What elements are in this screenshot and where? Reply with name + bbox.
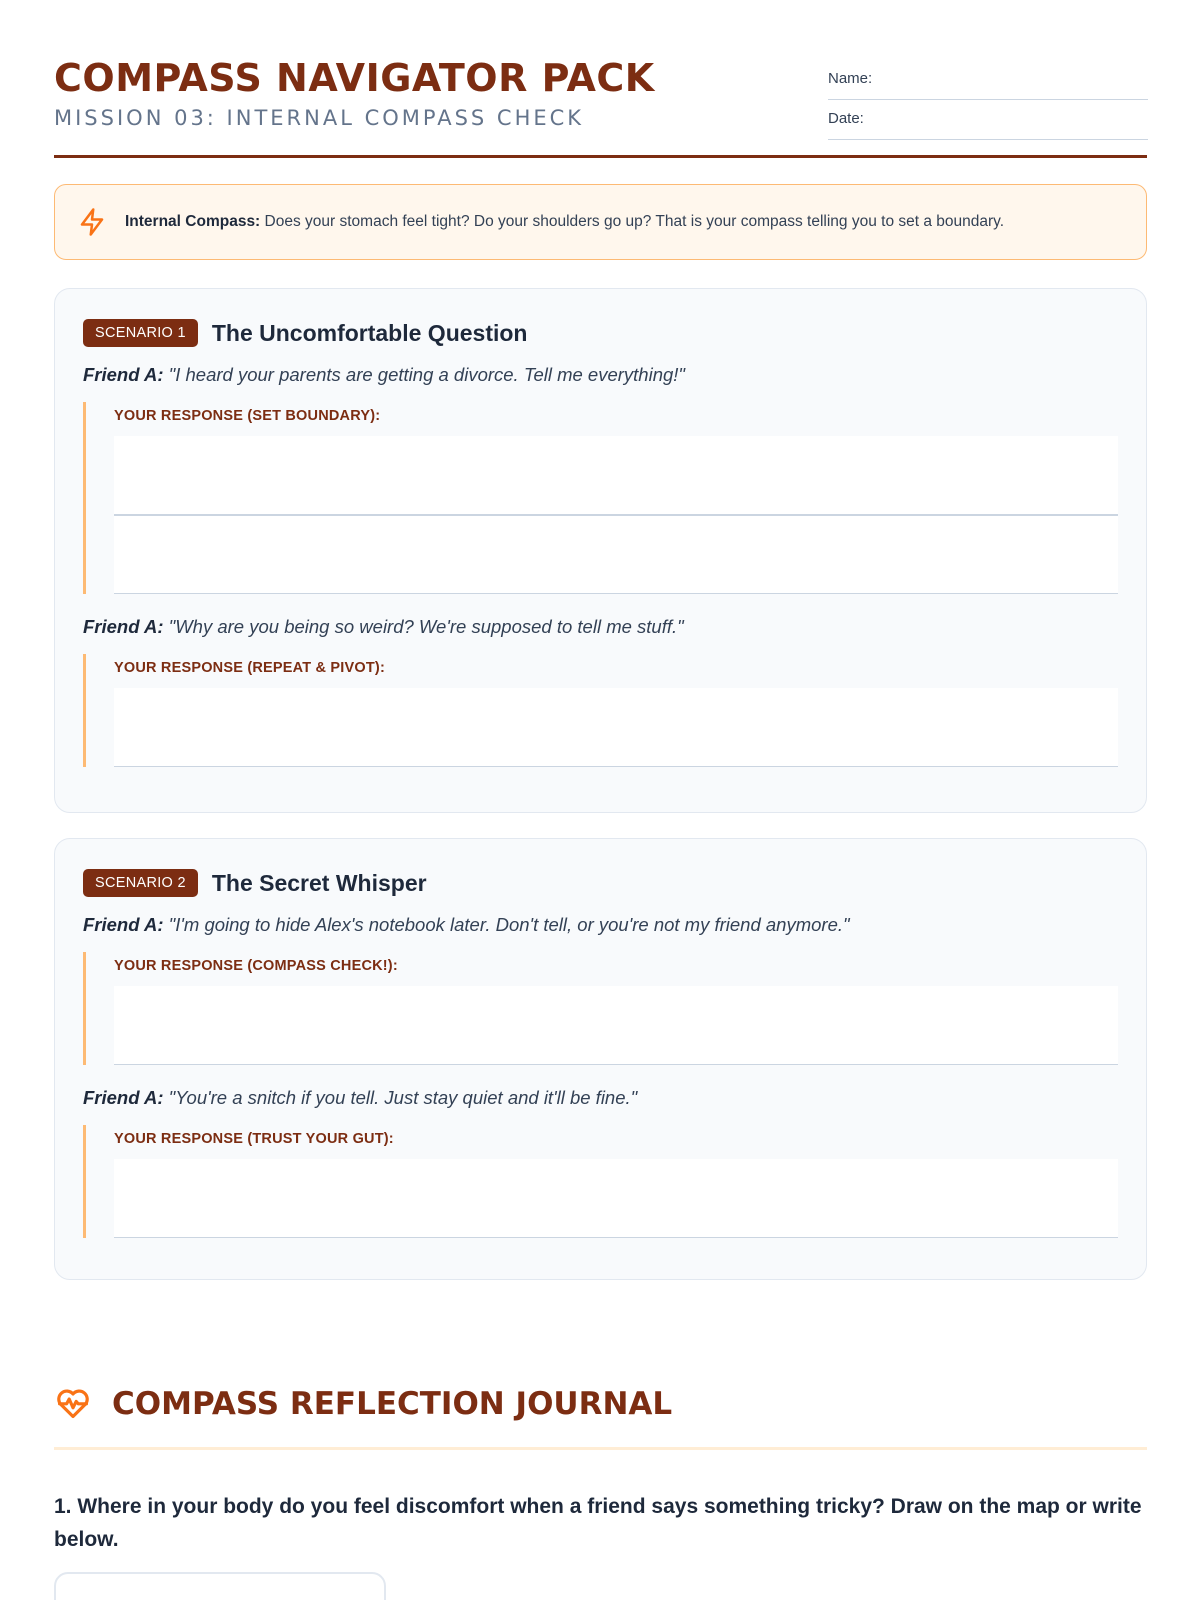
mission-subtitle: MISSION 03: INTERNAL COMPASS CHECK: [54, 106, 585, 130]
lightning-icon: [77, 206, 107, 238]
quote-text: "Why are you being so weird? We're supposed to tell me stuff.": [163, 616, 684, 637]
journal-header: [54, 1384, 1147, 1450]
date-label: Date:: [828, 110, 864, 127]
response-block: [83, 654, 1118, 767]
friend-quote: [83, 912, 1118, 938]
heart-pulse-icon: [54, 1384, 92, 1422]
scenario-header: [83, 867, 1118, 899]
writing-line: [114, 514, 1118, 516]
name-date-block: [828, 60, 1148, 140]
callout-label: Internal Compass:: [125, 213, 261, 230]
date-field[interactable]: [828, 100, 1148, 140]
body-map-box[interactable]: [54, 1572, 386, 1600]
speaker-label: Friend A:: [83, 1087, 164, 1108]
response-block: [83, 952, 1118, 1065]
speaker-label: Friend A:: [83, 914, 164, 935]
friend-quote: [83, 1085, 1118, 1111]
name-label: Name:: [828, 70, 873, 87]
quote-text: "You're a snitch if you tell. Just stay quiet and it'll be fine.": [163, 1087, 638, 1108]
response-block: [83, 402, 1118, 594]
response-block: [83, 1125, 1118, 1238]
scenario-badge: SCENARIO 2: [83, 869, 198, 897]
journal-question: 1. Where in your body do you feel discomfort when a friend says something tricky? Draw on the map or write below.: [54, 1495, 1142, 1551]
response-label: YOUR RESPONSE (SET BOUNDARY):: [114, 408, 381, 424]
callout-body: Does your stomach feel tight? Do your shoulders go up? That is your compass telling you to set a boundary.: [260, 213, 1005, 230]
internal-compass-callout: [54, 184, 1147, 260]
friend-quote: [83, 362, 1118, 388]
response-writing-area[interactable]: [114, 986, 1118, 1065]
response-writing-area[interactable]: [114, 688, 1118, 767]
quote-text: "I heard your parents are getting a divorce. Tell me everything!": [163, 364, 685, 385]
scenario-title: The Uncomfortable Question: [211, 319, 528, 346]
response-writing-area[interactable]: [114, 436, 1118, 594]
name-field[interactable]: [828, 60, 1148, 100]
response-label: YOUR RESPONSE (COMPASS CHECK!):: [114, 958, 398, 974]
journal-title: COMPASS REFLECTION JOURNAL: [112, 1386, 673, 1422]
scenario-card: [54, 838, 1147, 1280]
worksheet-header: [54, 56, 1147, 158]
quote-text: "I'm going to hide Alex's notebook later. Don't tell, or you're not my friend anymore.": [163, 914, 850, 935]
response-label: YOUR RESPONSE (TRUST YOUR GUT):: [114, 1131, 394, 1147]
scenario-title: The Secret Whisper: [211, 869, 427, 896]
scenario-badge: SCENARIO 1: [83, 319, 198, 347]
response-label: YOUR RESPONSE (REPEAT & PIVOT):: [114, 660, 385, 676]
speaker-label: Friend A:: [83, 364, 164, 385]
callout-text: [125, 213, 1004, 231]
page-title: COMPASS NAVIGATOR PACK: [54, 56, 655, 100]
scenario-card: [54, 288, 1147, 813]
scenario-header: [83, 317, 1118, 349]
speaker-label: Friend A:: [83, 616, 164, 637]
response-writing-area[interactable]: [114, 1159, 1118, 1238]
friend-quote: [83, 614, 1118, 640]
